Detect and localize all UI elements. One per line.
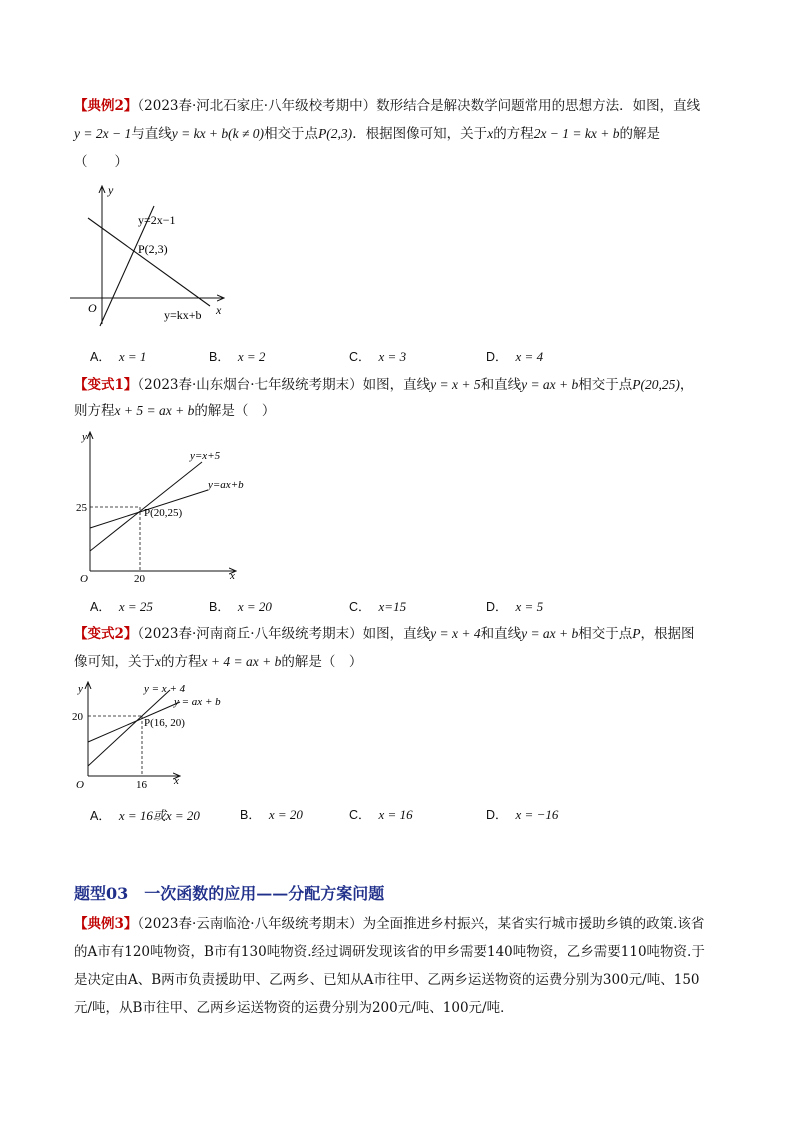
var1-origin-label: O (80, 573, 88, 585)
ex2-point-label: P(2,3) (138, 242, 168, 256)
ex2-origin-label: O (88, 301, 97, 315)
ex2-tag: 【典例2】 (74, 98, 138, 114)
var2-line2 (74, 653, 362, 671)
ex2-x-label: x (216, 303, 222, 317)
var1-text1: 如图，直线 (362, 377, 431, 393)
ex2-source: （2023春·河北石家庄·八年级校考期中） (137, 98, 377, 114)
var2-option-b[interactable]: B． x = 20 (240, 807, 303, 822)
ex2-line1-label: y=2x−1 (138, 213, 176, 227)
var2-x-label: x (174, 775, 179, 787)
var2-x-tick: 16 (136, 779, 147, 791)
ex2-line2-label: y=kx+b (164, 308, 202, 322)
var1-x-tick: 20 (134, 573, 145, 585)
var2-y-label: y (78, 683, 83, 695)
var1-line2-label: y=ax+b (208, 479, 244, 491)
var2-tag: 【变式2】 (74, 626, 138, 642)
ex2-option-d[interactable]: D． x = 4 (486, 349, 544, 364)
ex2-graph (64, 178, 254, 328)
ex2-text5: 的方程 (493, 126, 534, 142)
ex3-line4: 元/吨，从B市往甲、乙两乡运送物资的运费分别为200元/吨、100元/吨． (74, 1000, 514, 1016)
ex2-var: x (487, 126, 494, 141)
var2-text2: 和直线 (480, 626, 522, 642)
var2-text7: 的解是（ ） (281, 654, 363, 670)
var1-y-label: y (82, 431, 87, 443)
ex2-text3: 相交于点 (264, 126, 319, 142)
ex3-source: （2023春·云南临沧·八年级统考期末） (137, 916, 363, 932)
var2-option-a[interactable]: A． x = 16或x = 20 (90, 808, 200, 823)
var1-expr-line2: y = ax + b (521, 377, 579, 392)
var2-expr-line2: y = ax + b (521, 626, 579, 641)
var2-option-d[interactable]: D． x = −16 (486, 807, 559, 822)
ex3-line3: 是决定由A、B两市负责援助甲、乙两乡、已知从A市往甲、乙两乡运送物资的运费分别为300元/吨、150 (74, 972, 700, 988)
var1-source: （2023春·山东烟台·七年级统考期末） (137, 377, 363, 393)
ex2-blank: （ ） (74, 154, 128, 170)
var1-text4: ， (679, 377, 694, 393)
var2-text6: 的方程 (161, 654, 202, 670)
ex2-text4: ．根据图像可知，关于 (352, 126, 488, 142)
var1-expr-line1: y = x + 5 (430, 377, 481, 392)
ex2-expr-line1: y = 2x − 1 (74, 126, 132, 141)
ex3-text-line1: 为全面推进乡村振兴，某省实行城市援助乡镇的政策.该省 (362, 916, 705, 932)
var1-text6: 的解是（ ） (194, 403, 276, 419)
ex3-tag: 【典例3】 (74, 916, 138, 932)
var2-option-c[interactable]: C． x = 16 (349, 807, 413, 822)
var1-graph (70, 424, 250, 586)
var2-source: （2023春·河南商丘·八年级统考期末） (137, 626, 363, 642)
var1-option-d[interactable]: D． x = 5 (486, 599, 544, 614)
var1-point-label: P(20,25) (144, 507, 183, 519)
var2-y-tick: 20 (72, 711, 83, 723)
var1-y-tick: 25 (76, 502, 87, 514)
var1-x-label: x (230, 570, 235, 582)
ex2-text6: 的解是 (619, 126, 660, 142)
var2-line1-label: y = x + 4 (144, 683, 186, 695)
ex3-line1 (74, 915, 704, 933)
var1-option-c[interactable]: C． x=15 (349, 599, 407, 614)
var1-text2: 和直线 (480, 377, 522, 393)
var1-equation: x + 5 = ax + b (114, 403, 195, 418)
ex2-text1: 数形结合是解决数学问题常用的思想方法．如图，直线 (376, 98, 701, 114)
var2-text5: 像可知，关于 (74, 654, 155, 670)
var2-text4: ，根据图 (640, 626, 695, 642)
ex2-equation: 2x − 1 = kx + b (533, 126, 620, 141)
var2-line2-label: y = ax + b (174, 696, 221, 708)
var2-point-label: P(16, 20) (144, 717, 185, 729)
var1-text5: 则方程 (74, 403, 115, 419)
ex2-y-label: y (108, 183, 114, 197)
ex2-option-a[interactable]: A． x = 1 (90, 349, 147, 364)
var2-line1 (74, 625, 695, 643)
var1-tag: 【变式1】 (74, 377, 138, 393)
var1-option-b[interactable]: B． x = 20 (209, 599, 272, 614)
ex2-line-kx-b (88, 218, 210, 306)
var1-option-a[interactable]: A． x = 25 (90, 599, 153, 614)
ex2-option-c[interactable]: C． x = 3 (349, 349, 407, 364)
var2-var: x (155, 654, 161, 669)
var2-point: P (632, 626, 641, 641)
ex3-line2: 的A市有120吨物资，B市有130吨物资.经过调研发现该省的甲乡需要140吨物资，乙乡需要110吨物资.于 (74, 944, 705, 960)
var2-graph (70, 676, 240, 796)
ex2-option-b[interactable]: B． x = 2 (209, 349, 266, 364)
var1-line1-label: y=x+5 (190, 450, 221, 462)
section-title: 题型03 一次函数的应用——分配方案问题 (74, 884, 385, 903)
ex2-point: P(2,3) (318, 126, 353, 141)
ex2-text2: 与直线 (131, 126, 172, 142)
ex2-line2 (74, 125, 660, 143)
ex2-line1 (74, 97, 700, 115)
var1-text3: 相交于点 (578, 377, 633, 393)
var2-equation: x + 4 = ax + b (201, 654, 282, 669)
var2-text3: 相交于点 (578, 626, 633, 642)
var2-origin-label: O (76, 779, 84, 791)
var2-expr-line1: y = x + 4 (430, 626, 481, 641)
var2-text1: 如图，直线 (362, 626, 431, 642)
ex2-expr-line2: y = kx + b(k ≠ 0) (171, 126, 265, 141)
var1-line2 (74, 402, 275, 420)
var1-line1 (74, 376, 693, 394)
var1-point: P(20,25) (632, 377, 680, 392)
